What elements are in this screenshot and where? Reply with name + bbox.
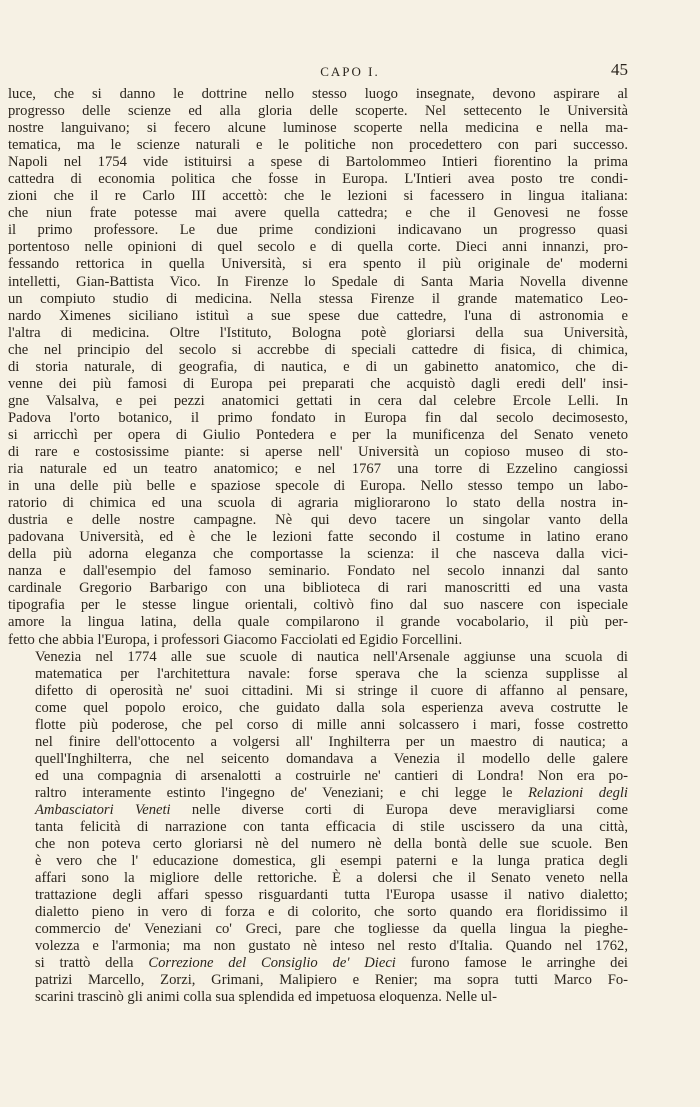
text-line: nardo Ximenes siciliano istituì a sue spese due cattedre, l'una di astronomia e [8, 307, 628, 324]
text-line: zioni che il re Carlo III accettò: che le lezioni si facessero in lingua italiana: [8, 188, 628, 205]
text-line: affari sono la migliore delle rettoriche. È a dolersi che il Senato veneto nella [35, 870, 628, 887]
text-line: nel finire dell'ottocento a volgersi all' Inghilterra per un maestro di nautica; a [35, 733, 628, 750]
text-line: padovana Università, ed è che le lezioni fatte secondo il costume in latino erano [8, 529, 628, 546]
text-line: luce, che si danno le dottrine nello stesso luogo insegnate, devono aspirare al [8, 86, 628, 102]
text-line: fessando rettorica in quella Università, si era spento il più originale de' moderni [8, 256, 628, 273]
text-line: tematica, ma le scienze naturali e le politiche non procedettero con pari successo. [8, 137, 628, 154]
text-line: l'altra di medicina. Oltre l'Istituto, Bologna potè gloriarsi della sua Università, [8, 324, 628, 341]
text-line: raltro interamente estinto l'ingegno de' Veneziani; e chi legge le Relazioni degli [35, 784, 628, 801]
text-line: quell'Inghilterra, che nel seicento domandava a Venezia il modello delle galere [35, 750, 628, 767]
text-line: tipografia per le stesse lingue orientali, coltivò fino dal suo nascere con ispeciale [8, 597, 628, 614]
text-line: un compiuto studio di medicina. Nella stessa Firenze il grande matematico Leo- [8, 290, 628, 307]
text-line: cattedra di economia politica che fosse in Europa. L'Intieri avea posto tre condi- [8, 171, 628, 188]
paragraph-1 [8, 86, 628, 649]
text-line: dustria e delle nostre campagne. Nè qui devo tacere un singolar vanto della [8, 512, 628, 529]
text-line: si trattò della Correzione del Consiglio de' Dieci furono famose le arringhe dei [35, 955, 628, 972]
text-line: venne dei più famosi di Europa pei preparati che acquistò dagli eredi dell' insi- [8, 375, 628, 392]
text-line: commercio de' Veneziani co' Greci, pare che togliesse da quella lingua la pieghe- [35, 921, 628, 938]
text-line: come quel popolo eroico, che guidato dalla sola esperienza aveva costrutte le [35, 699, 628, 716]
text-line: gne Valsalva, e pei pezzi anatomici gettati in cera dal celebre Ercole Lelli. In [8, 392, 628, 409]
text-line: che nel principio del secolo si accrebbe di speciali cattedre di fisica, di chimica, [8, 341, 628, 358]
text-line: progresso delle scienze ed alla gloria delle scoperte. Nel settecento le Università [8, 103, 628, 120]
text-line: difetto di operosità ne' suoi cittadini. Mi si stringe il cuore di affanno al pensare, [35, 682, 628, 699]
text-line: che non poteva certo gloriarsi nè del numero nè della bontà delle sue scuole. Ben [35, 836, 628, 853]
text-line: Napoli nel 1754 vide istituirsi a spese di Bartolommeo Intieri fiorentino la prima [8, 154, 628, 171]
text-line: trattazione degli affari spesso risguardanti tutta l'Europa usasse il nativo dialetto; [35, 887, 628, 904]
text-line: di rare e costosissime piante: si aperse nell' Università un copioso museo di sto- [8, 443, 628, 460]
text-line: nanza e dall'esempio del famoso seminario. Fondato nel secolo innanzi dal santo [8, 563, 628, 580]
paragraph-2 [8, 649, 628, 1007]
text-line: tanta felicità di narrazione con tanta efficacia di stile uscissero da una città, [35, 819, 628, 836]
text-line: patrizi Marcello, Zorzi, Grimani, Malipiero e Renier; ma sopra tutti Marco Fo- [35, 972, 628, 989]
text-line: della più adorna eleganza che comportasse la scienza: il che nasceva dalla vici- [8, 546, 628, 563]
running-title: CAPO I. [320, 64, 380, 79]
text-line: di storia naturale, di geografia, di nautica, e di un gabinetto anatomico, che di- [8, 358, 628, 375]
text-line: dialetto pieno in vero di forza e di colorito, che sorto quando era floridissimo il [35, 904, 628, 921]
text-line: fetto che abbia l'Europa, i professori Giacomo Facciolati ed Egidio Forcellini. [8, 631, 463, 648]
body-text [8, 86, 628, 1007]
text-line: cardinale Gregorio Barbarigo con una biblioteca di rari manoscritti ed una vasta [8, 580, 628, 597]
page-header [0, 60, 700, 84]
text-line: intelletti, Gian-Battista Vico. In Firenze lo Spedale di Santa Maria Novella divenne [8, 273, 628, 290]
text-line: amore la lingua latina, della quale compilarono il grande vocabolario, il più per- [8, 614, 628, 631]
page-number: 45 [611, 60, 628, 79]
text-line: è vero che l' educazione domestica, gli esempi paterni e la lunga pratica degli [35, 853, 628, 870]
text-line: Venezia nel 1774 alle sue scuole di nautica nell'Arsenale aggiunse una scuola di [35, 648, 628, 665]
text-line: si arricchì per opera di Giulio Pontedera e per la munificenza del Senato veneto [8, 426, 628, 443]
text-line: Padova l'orto botanico, il primo fondato in Europa fin dal secolo decimosesto, [8, 409, 628, 426]
text-line: ed una compagnia di arsenalotti a costruirle ne' cantieri di Londra! Non era po- [35, 767, 628, 784]
text-line: ratorio di chimica ed una scuola di agraria migliorarono lo stato della nostra in- [8, 495, 628, 512]
text-line: portentoso nelle opinioni di quel secolo e di quella corte. Dieci anni innanzi, pro- [8, 239, 628, 256]
text-line: il primo professore. Le due prime condizioni indicavano un progresso quasi [8, 222, 628, 239]
text-line: Ambasciatori Veneti nelle diverse corti di Europa deve meravigliarsi come [35, 801, 629, 818]
text-line: matematica per l'architettura navale: forse sperava che la scienza supplisse al [35, 665, 628, 682]
text-line: volezza e l'armonia; ma non gustato nè inteso nel resto d'Italia. Quando nel 1762, [35, 938, 628, 955]
text-line: ria naturale ed un teatro anatomico; e nel 1767 una torre di Ezzelino cangiossi [8, 461, 628, 478]
text-line: scarini trascinò gli animi colla sua splendida ed impetuosa eloquenza. Nelle ul- [35, 989, 497, 1006]
text-line: in una delle più belle e spaziose specole di Europa. Nello stesso tempo un labo- [8, 478, 628, 495]
text-line: che niun frate potesse mai avere quella cattedra; e che il Genovesi ne fosse [8, 205, 628, 222]
text-line: nostre languivano; si fecero alcune luminose scoperte nella medicina e nella ma- [8, 120, 628, 137]
text-line: flotte più poderose, che pel corso di mille anni solcassero i mari, fosse costretto [35, 716, 628, 733]
